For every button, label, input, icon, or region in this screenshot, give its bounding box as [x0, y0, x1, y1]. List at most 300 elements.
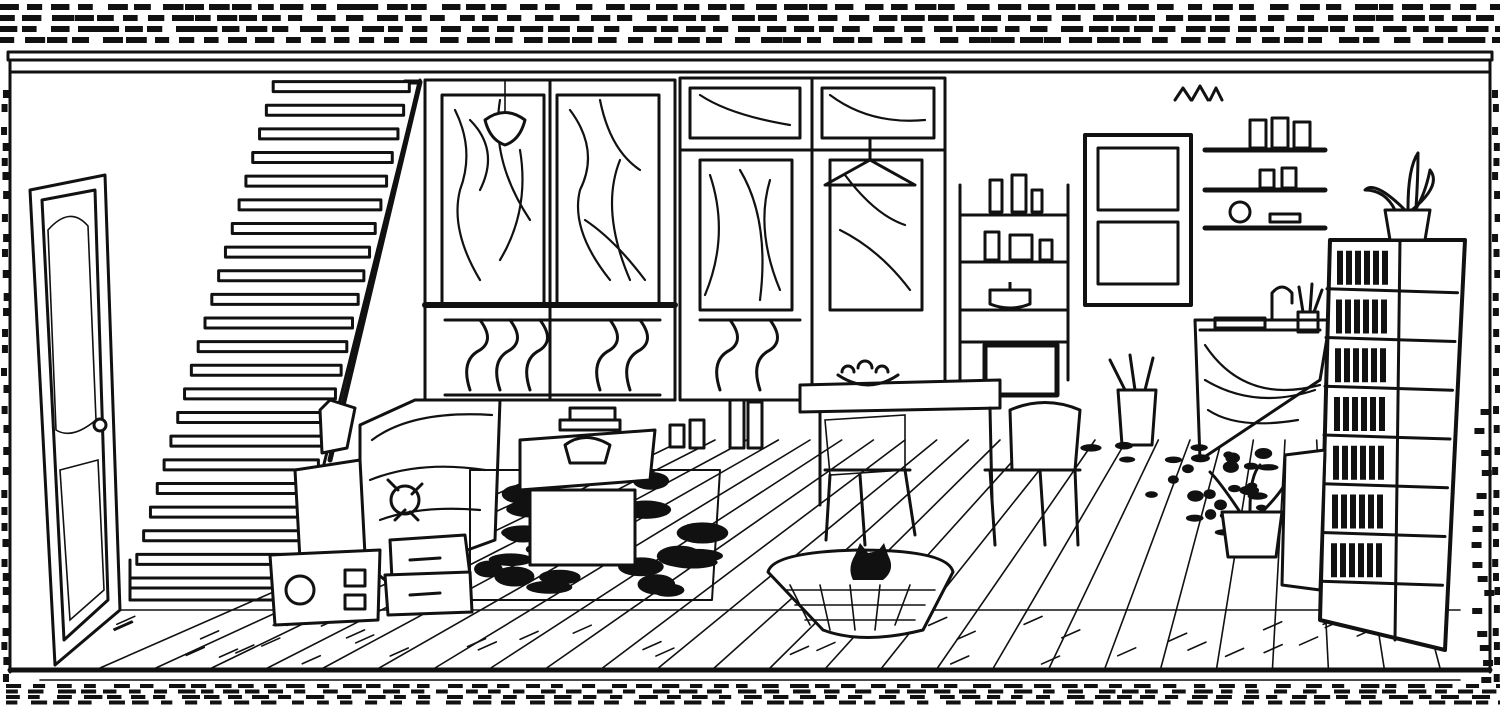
stair-step [130, 578, 290, 588]
brick [973, 684, 991, 688]
brick [897, 684, 910, 688]
brick [1158, 701, 1171, 705]
brick [1402, 15, 1425, 21]
stair-step [171, 436, 324, 446]
brick [1382, 690, 1396, 694]
brick [3, 270, 9, 278]
brick [1492, 172, 1498, 180]
brick [813, 701, 824, 705]
brick [1, 507, 7, 515]
brick [1389, 695, 1408, 699]
book-spine [1345, 300, 1351, 334]
brick [57, 684, 72, 688]
brick [1262, 37, 1280, 43]
book-spine [1364, 251, 1370, 285]
floor-grain [817, 642, 835, 650]
rug-pattern-spot [1186, 515, 1204, 522]
brick [526, 695, 545, 699]
umbrella-stand-icon [1110, 355, 1156, 445]
brick [360, 4, 378, 10]
brick [204, 695, 219, 699]
brick [3, 308, 9, 316]
brick [1332, 684, 1344, 688]
brick [1075, 701, 1093, 705]
brick [384, 37, 399, 43]
brick [633, 26, 657, 32]
book-spine [1333, 446, 1339, 480]
brick [417, 684, 430, 688]
brick [656, 4, 678, 10]
brick [1239, 4, 1254, 10]
brick [488, 690, 501, 694]
brick [934, 690, 950, 694]
book-spine [1332, 495, 1338, 529]
brick [0, 37, 14, 43]
brick [472, 26, 489, 32]
brick [0, 4, 19, 10]
brick [1043, 690, 1055, 694]
brick [131, 695, 145, 699]
brick [548, 26, 570, 32]
brick [286, 684, 305, 688]
brick [78, 4, 93, 10]
brick [1037, 15, 1052, 21]
brick [1286, 26, 1305, 32]
cat-basket [768, 543, 953, 638]
brick [855, 690, 871, 694]
brick [934, 26, 952, 32]
book-spine [1360, 446, 1366, 480]
brick [365, 701, 377, 705]
book-spine [1370, 397, 1376, 431]
brick [228, 37, 247, 43]
stair-step [150, 507, 307, 517]
brick [27, 4, 42, 10]
rug-pattern-spot [1214, 499, 1227, 510]
brick [604, 26, 619, 32]
brick [47, 37, 67, 43]
brick [1336, 695, 1348, 699]
brick [132, 701, 149, 705]
brick [6, 701, 17, 705]
brick [767, 26, 786, 32]
brick [884, 37, 902, 43]
brick [1472, 562, 1482, 568]
brick [761, 37, 783, 43]
brick [541, 690, 556, 694]
rug-pattern-spot [677, 522, 729, 543]
stair-step [144, 531, 302, 541]
brick [818, 15, 837, 21]
brick [2, 345, 8, 353]
brick [1490, 4, 1500, 10]
brick [610, 695, 622, 699]
brick [915, 4, 936, 10]
brick [1089, 26, 1108, 32]
book-spine [1378, 446, 1384, 480]
rug-pattern-spot [1145, 491, 1158, 498]
brick [172, 15, 194, 21]
brick [204, 37, 219, 43]
brick [1292, 695, 1307, 699]
brick [501, 701, 515, 705]
brick [209, 4, 230, 10]
brick [1454, 701, 1472, 705]
brick [773, 695, 788, 699]
brick [1308, 26, 1328, 32]
book-spine [1350, 495, 1356, 529]
rug-pattern-spot [1080, 444, 1101, 451]
brick [1246, 690, 1259, 694]
brick [1, 368, 7, 376]
book-spine [1342, 446, 1348, 480]
brick [1493, 368, 1499, 376]
brick [1361, 695, 1376, 699]
mug-icon [1230, 202, 1250, 222]
stair-step [225, 247, 369, 257]
brick [129, 690, 141, 694]
brick [1103, 701, 1121, 705]
brick [661, 26, 678, 32]
book-spine [1349, 543, 1355, 577]
brick [1472, 608, 1482, 614]
rug-pattern-spot [1205, 509, 1216, 520]
brick [6, 695, 20, 699]
brick [526, 684, 540, 688]
brick [1493, 293, 1499, 301]
brick [1495, 26, 1500, 32]
brick [576, 4, 592, 10]
brick [1084, 684, 1098, 688]
brick [440, 37, 459, 43]
book-spine [1373, 251, 1379, 285]
rug-pattern-spot [1115, 442, 1133, 450]
floor-grain [790, 646, 808, 654]
brick [1116, 15, 1137, 21]
brick [1129, 701, 1143, 705]
potted-plant-icon [1365, 153, 1433, 240]
brick [953, 15, 975, 21]
brick [264, 684, 277, 688]
rug-pattern-spot [1255, 448, 1273, 459]
brick [617, 15, 632, 21]
brick [809, 4, 827, 10]
brick [268, 690, 283, 694]
brick [911, 37, 925, 43]
rug-pattern-spot [1225, 453, 1240, 464]
brick [31, 701, 47, 705]
floor-grain [1264, 622, 1282, 630]
brick [1477, 631, 1487, 637]
book-spine [1334, 397, 1340, 431]
brick [3, 467, 9, 475]
brick [2, 249, 8, 257]
brick [784, 4, 808, 10]
brick [446, 701, 461, 705]
brick [1099, 690, 1115, 694]
brick [1284, 37, 1303, 43]
brick [577, 26, 594, 32]
brick [891, 4, 908, 10]
brick [252, 695, 269, 699]
brick [783, 37, 801, 43]
brick [107, 695, 121, 699]
floor-grain [573, 625, 591, 633]
brick [472, 684, 488, 688]
books-stack-icon [560, 408, 620, 430]
brick [789, 701, 803, 705]
brick [678, 37, 700, 43]
brick [1026, 701, 1045, 705]
brick [394, 695, 406, 699]
brick [323, 690, 338, 694]
brick [1028, 4, 1049, 10]
brick [1339, 37, 1359, 43]
brick [416, 701, 430, 705]
brick [1330, 26, 1345, 32]
brick [1194, 690, 1213, 694]
brick [123, 15, 138, 21]
brick [871, 684, 886, 688]
floor-grain [951, 656, 969, 664]
brick [762, 684, 779, 688]
brick [1117, 695, 1132, 699]
brick [1062, 684, 1078, 688]
brick [185, 701, 197, 705]
brick [1122, 690, 1139, 694]
rug-pattern-spot [1190, 444, 1207, 451]
brick [1303, 690, 1317, 694]
brick [824, 690, 840, 694]
brick [1493, 104, 1499, 112]
brick [430, 15, 445, 21]
brick [1186, 26, 1206, 32]
brick [1355, 4, 1378, 10]
brick [1492, 467, 1498, 475]
brick [3, 674, 9, 682]
brick [959, 690, 976, 694]
brick [598, 37, 617, 43]
brick [1419, 695, 1432, 699]
floor-plank [1049, 440, 1158, 668]
kitchen-window [1085, 135, 1191, 305]
brick [1400, 701, 1413, 705]
book-spine [1354, 300, 1360, 334]
brick [210, 701, 222, 705]
brick [1493, 628, 1499, 636]
floor-grain [468, 639, 486, 647]
brick [1466, 684, 1479, 688]
brick [1436, 684, 1452, 688]
storage-boxes [385, 535, 472, 615]
brick [411, 690, 424, 694]
brick [1385, 684, 1396, 688]
brick [591, 15, 610, 21]
brick [1242, 701, 1254, 705]
brick [1494, 270, 1500, 278]
brick [288, 15, 302, 21]
brick [684, 4, 699, 10]
book-spine [1380, 348, 1386, 382]
brick [1493, 573, 1499, 581]
brick [604, 701, 619, 705]
brick [2, 158, 8, 166]
brick [1, 642, 7, 650]
brick [1159, 26, 1175, 32]
brick-wall-right [1472, 90, 1500, 683]
brick [0, 26, 17, 32]
dining-chair-right [985, 403, 1080, 546]
brick [334, 37, 349, 43]
brick [442, 4, 460, 10]
brick [228, 695, 242, 699]
brick [1494, 642, 1500, 650]
brick [2, 172, 8, 180]
brick [191, 684, 206, 688]
brick [1134, 26, 1153, 32]
brick [956, 26, 979, 32]
brick [3, 605, 9, 613]
brick [114, 684, 130, 688]
brick [311, 4, 326, 10]
brick [482, 15, 498, 21]
brick [566, 690, 582, 694]
book-spine [1377, 495, 1383, 529]
brick [51, 4, 69, 10]
book-spine [1361, 397, 1367, 431]
brick [879, 695, 896, 699]
brick [262, 15, 281, 21]
brick [639, 695, 658, 699]
stair-step [219, 271, 364, 281]
brick [554, 701, 571, 705]
bookshelf [1320, 240, 1465, 650]
brick [497, 684, 509, 688]
brick [1355, 26, 1373, 32]
brick [1402, 4, 1423, 10]
brick [719, 695, 731, 699]
brick [1134, 684, 1151, 688]
book-spine [1363, 300, 1369, 334]
floor-grain [347, 630, 365, 638]
brick [708, 4, 727, 10]
brick [1238, 26, 1257, 32]
rug-pattern-spot [1191, 454, 1210, 462]
brick [1480, 645, 1490, 651]
brick [436, 690, 448, 694]
brick [673, 15, 696, 21]
brick [787, 15, 809, 21]
brick-wall-top [0, 4, 1500, 43]
brick [1328, 15, 1348, 21]
brick [835, 4, 853, 10]
brick [72, 37, 89, 43]
brick [215, 684, 232, 688]
brick [667, 695, 681, 699]
brick [907, 690, 926, 694]
brick [1210, 26, 1230, 32]
book-spine [1341, 495, 1347, 529]
brick [1476, 15, 1494, 21]
brick [28, 695, 40, 699]
book-spine [1336, 300, 1342, 334]
brick [1326, 4, 1341, 10]
floor-grain [929, 617, 947, 625]
brick [738, 690, 756, 694]
brick [735, 37, 750, 43]
brick [1111, 26, 1130, 32]
brick [467, 37, 490, 43]
brick [1460, 4, 1476, 10]
brick [51, 26, 70, 32]
rug-pattern-spot [1168, 475, 1179, 484]
brick [628, 37, 643, 43]
brick [1095, 695, 1111, 699]
brick [1353, 15, 1375, 21]
brick [1034, 684, 1051, 688]
brick [1274, 690, 1287, 694]
brick [388, 26, 403, 32]
front-door[interactable] [30, 175, 120, 665]
rug-pattern-spot [1187, 490, 1204, 501]
brick [317, 15, 336, 21]
brick [572, 37, 592, 43]
brick [606, 4, 625, 10]
brick [300, 26, 323, 32]
brick [1494, 674, 1500, 682]
brick [362, 26, 384, 32]
brick [503, 695, 517, 699]
brick [261, 701, 276, 705]
brick [793, 690, 810, 694]
brick [1128, 4, 1149, 10]
brick [198, 26, 217, 32]
brick [842, 26, 860, 32]
brick [839, 701, 856, 705]
brick [1483, 660, 1493, 666]
brick [22, 15, 41, 21]
brick [1244, 695, 1259, 699]
brick [134, 4, 151, 10]
book-spine [1376, 543, 1382, 577]
book-spine [1335, 348, 1341, 382]
brick [946, 701, 961, 705]
brick [712, 701, 725, 705]
phone-icon [565, 438, 610, 464]
brick [890, 701, 905, 705]
brick [25, 37, 45, 43]
brick [331, 26, 349, 32]
brick [1078, 4, 1095, 10]
floor-grain [390, 648, 408, 656]
brick [234, 701, 249, 705]
door-knob-icon[interactable] [94, 419, 106, 431]
stair-step [273, 82, 409, 92]
french-window-right [680, 78, 945, 400]
brick [460, 15, 475, 21]
rug-pattern-spot [1204, 489, 1216, 499]
brick [1069, 37, 1092, 43]
small-cabinet [1282, 450, 1325, 590]
brick [1300, 4, 1320, 10]
brick [153, 695, 165, 699]
book-spine [1362, 348, 1368, 382]
brick [1145, 690, 1158, 694]
brick [140, 684, 153, 688]
brick [1192, 695, 1208, 699]
brick [1062, 15, 1081, 21]
brick [758, 15, 777, 21]
